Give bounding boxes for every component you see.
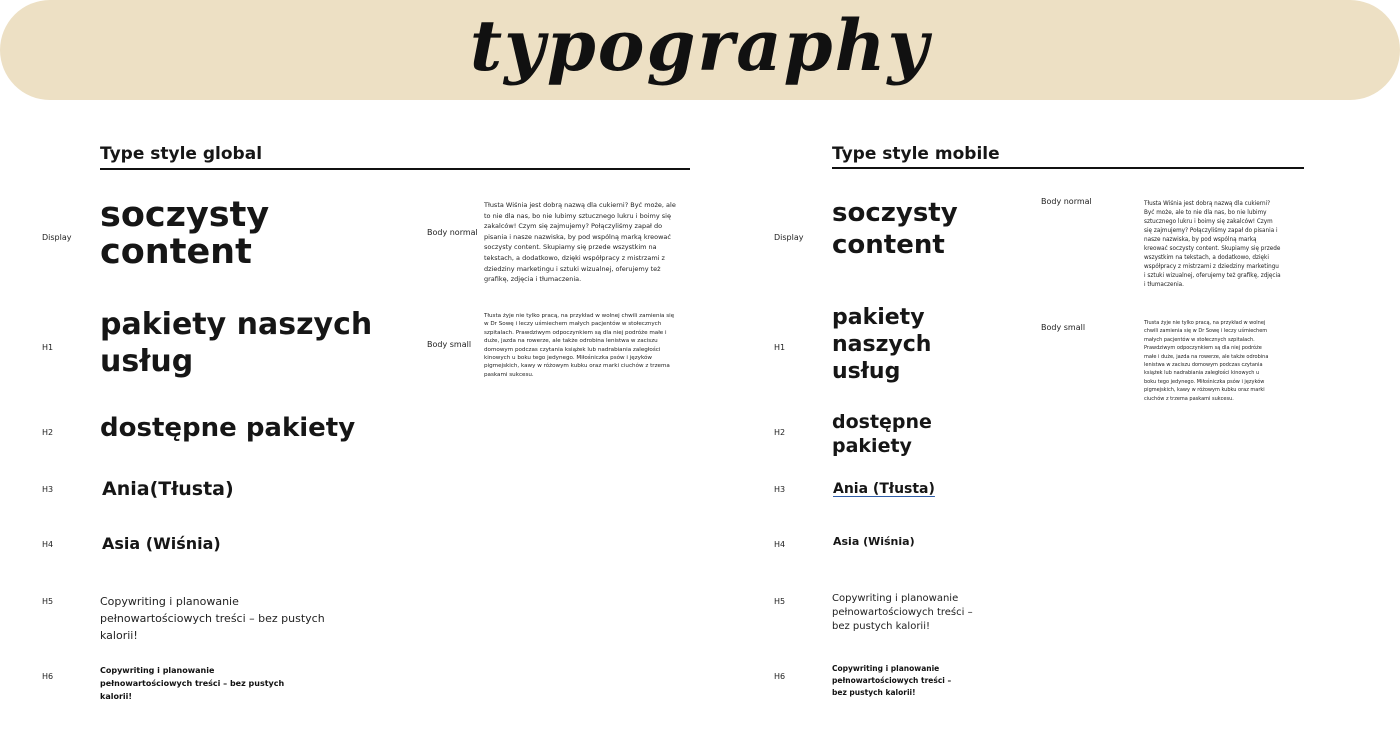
global-body-small-sample: Tłusta żyje nie tylko pracą, na przykład w wolnej chwili zamienia się w Dr Sowę i leczy uśmiechem małych pacjentów w stołecznych szpitalach. Prawdziwym odpoczynkiem są dla niej podróże małe i duże, jazda na rowerze, ale także odrobina lenistwa w zaciszu domowym podczas czytania książek lub nadrabiania zaległości kinowych u boku tego jedynego. Miłośniczka psów i języków pigmejskich, kawy w różowym kubku oraz marki ciuchów z trzema paskami sukcesu. (484, 313, 675, 378)
global-h2-sample: dostępne pakiety (100, 413, 356, 443)
global-section-title: Type style global (100, 144, 263, 164)
global-label-h4: H4 (42, 540, 54, 549)
mobile-label-h1: H1 (774, 343, 786, 352)
global-display-sample: soczysty content (100, 195, 270, 272)
global-label-h6: H6 (42, 672, 54, 681)
mobile-label-display: Display (774, 233, 804, 242)
global-h6-sample: Copywriting i planowanie pełnowartościowych treści – bez pustych kalorii! (100, 666, 285, 701)
global-h1-sample: pakiety naszych usług (100, 307, 373, 379)
global-label-body-normal: Body normal (427, 228, 478, 237)
mobile-h4-sample: Asia (Wiśnia) (833, 535, 915, 548)
mobile-label-h5: H5 (774, 597, 786, 606)
global-section-rule (100, 168, 690, 170)
mobile-h5-sample: Copywriting i planowanie pełnowartościowych treści – bez pustych kalorii! (832, 593, 973, 632)
global-h3-sample: Ania(Tłusta) (102, 478, 234, 500)
global-label-h2: H2 (42, 428, 54, 437)
mobile-label-body-small: Body small (1041, 323, 1086, 332)
mobile-h3-sample[interactable]: Ania (Tłusta) (833, 481, 935, 497)
mobile-section-rule (832, 167, 1304, 169)
global-label-body-small: Body small (427, 340, 472, 349)
mobile-h2-sample: dostępne pakiety (832, 411, 932, 457)
global-label-h5: H5 (42, 597, 54, 606)
mobile-body-normal-sample: Tłusta Wiśnia jest dobrą nazwą dla cukierni? Być może, ale to nie dla nas, bo nie lubimy sztucznego lukru i boimy się zakalców! Czym się zajmujemy? Połączyliśmy zapał do pisania i nasze nazwiska, by pod wspólną marką kreować soczysty content. Skupiamy się przede wszystkim na tekstach, a dodatkowo, dzięki współpracy z mistrzami z dziedziny marketingu i sztuki wizualnej, oferujemy też grafikę, zdjęcia i tłumaczenia. (1144, 201, 1281, 288)
global-label-h1: H1 (42, 343, 54, 352)
global-h4-sample: Asia (Wiśnia) (102, 534, 221, 553)
mobile-label-h6: H6 (774, 672, 786, 681)
global-label-h3: H3 (42, 485, 54, 494)
banner-title: typography (469, 4, 931, 87)
global-body-normal-sample: Tłusta Wiśnia jest dobrą nazwą dla cukierni? Być może, ale to nie dla nas, bo nie lubimy sztucznego lukru i boimy się zakalców! Czym się zajmujemy? Połączyliśmy zapał do pisania i nasze nazwiska, by pod wspólną marką kreować soczysty content. Skupiamy się przede wszystkim na tekstach, a dodatkowo, dzięki współpracy z mistrzami z dziedziny marketingu i sztuki wizualnej, oferujemy też grafikę, zdjęcia i tłumaczenia. (484, 201, 676, 284)
mobile-h1-sample: pakiety naszych usług (832, 305, 932, 384)
mobile-h6-sample: Copywriting i planowanie pełnowartościowych treści – bez pustych kalorii! (832, 664, 952, 697)
mobile-label-body-normal: Body normal (1041, 197, 1092, 206)
global-label-display: Display (42, 233, 72, 242)
title-banner (0, 0, 1400, 100)
mobile-label-h3: H3 (774, 485, 786, 494)
mobile-label-h4: H4 (774, 540, 786, 549)
mobile-label-h2: H2 (774, 428, 786, 437)
mobile-body-small-sample: Tłusta żyje nie tylko pracą, na przykład w wolnej chwili zamienia się w Dr Sowę i leczy uśmiechem małych pacjentów w stołecznych szpitalach. Prawdziwym odpoczynkiem są dla niej podróże małe i duże, jazda na rowerze, ale także odrobina lenistwa w zaciszu domowym podczas czytania książek lub nadrabiania zaległości kinowych u boku tego jedynego. Miłośniczka psów i języków pigmejskich, kawy w różowym kubku oraz marki ciuchów z trzema paskami sukcesu. (1144, 320, 1269, 402)
global-h5-sample: Copywriting i planowanie pełnowartościowych treści – bez pustych kalorii! (100, 595, 325, 642)
mobile-section-title: Type style mobile (832, 144, 1000, 164)
mobile-display-sample: soczysty content (832, 198, 958, 260)
